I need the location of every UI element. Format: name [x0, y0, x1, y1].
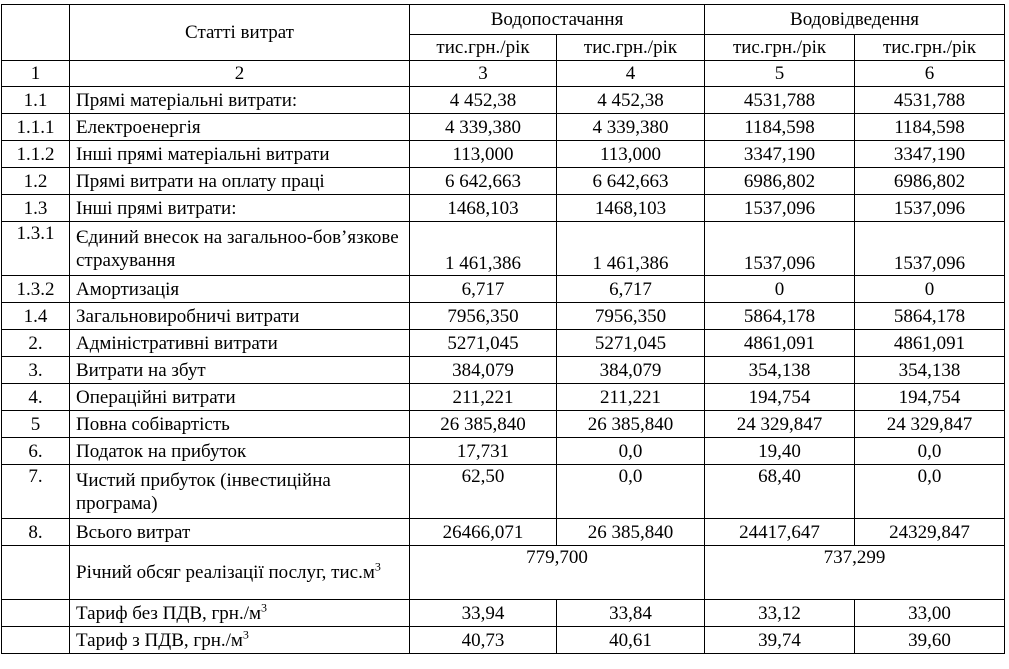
row-name: Єдиний внесок на загальноо-бов’язкове страхування — [70, 222, 410, 276]
value-water-supply-4: 40,61 — [557, 627, 705, 654]
value-water-supply-3: 4 452,38 — [410, 87, 557, 114]
row-number: 1.1.1 — [2, 114, 70, 141]
unit-superscript: 3 — [374, 559, 381, 574]
column-index-2: 2 — [70, 61, 410, 87]
table-row-tariff-no-vat — [2, 600, 1005, 627]
row-number: 1.3.2 — [2, 276, 70, 303]
column-index-4: 4 — [557, 61, 705, 87]
column-index-6: 6 — [855, 61, 1005, 87]
value-water-disposal-5: 6986,802 — [705, 168, 855, 195]
value-water-supply-4: 7956,350 — [557, 303, 705, 330]
row-name — [70, 627, 410, 654]
row-name: Операційні витрати — [70, 384, 410, 411]
table-row — [2, 222, 1005, 276]
row-number: 1.3.1 — [2, 222, 70, 276]
cost-table — [1, 4, 1005, 654]
value-water-supply-4: 113,000 — [557, 141, 705, 168]
value-water-disposal-6: 4861,091 — [855, 330, 1005, 357]
value-water-disposal-5: 4531,788 — [705, 87, 855, 114]
value-water-supply-3: 384,079 — [410, 357, 557, 384]
value-water-supply-3: 1468,103 — [410, 195, 557, 222]
row-number: 8. — [2, 519, 70, 546]
value-water-disposal-5: 1537,096 — [705, 195, 855, 222]
header-articles: Статті витрат — [70, 5, 410, 61]
row-name: Чистий прибуток (інвестиційна програма) — [70, 465, 410, 519]
row-number-empty — [2, 627, 70, 654]
column-index-1: 1 — [2, 61, 70, 87]
unit-superscript: 3 — [261, 600, 267, 615]
table-row — [2, 384, 1005, 411]
row-number-empty — [2, 600, 70, 627]
value-water-supply-4: 4 452,38 — [557, 87, 705, 114]
value-water-disposal-5: 4861,091 — [705, 330, 855, 357]
table-row — [2, 357, 1005, 384]
value-water-disposal-6: 354,138 — [855, 357, 1005, 384]
header-unit-6: тис.грн./рік — [855, 35, 1005, 61]
row-name: Адміністративні витрати — [70, 330, 410, 357]
row-number: 4. — [2, 384, 70, 411]
tariff-no-vat-label: Тариф без ПДВ, грн./м — [76, 602, 261, 624]
table-row — [2, 114, 1005, 141]
header-unit-3: тис.грн./рік — [410, 35, 557, 61]
row-name: Всього витрат — [70, 519, 410, 546]
value-water-supply-3: 211,221 — [410, 384, 557, 411]
value-water-disposal-6: 5864,178 — [855, 303, 1005, 330]
value-water-supply-3: 17,731 — [410, 438, 557, 465]
value-water-disposal-6: 1184,598 — [855, 114, 1005, 141]
row-name: Інші прямі витрати: — [70, 195, 410, 222]
value-water-disposal-6: 24 329,847 — [855, 411, 1005, 438]
value-water-disposal-5: 5864,178 — [705, 303, 855, 330]
header-water-disposal: Водовідведення — [705, 5, 1005, 35]
header-empty-cell — [2, 5, 70, 61]
row-name: Прямі витрати на оплату праці — [70, 168, 410, 195]
row-name: Повна собівартість — [70, 411, 410, 438]
value-water-disposal-5: 1184,598 — [705, 114, 855, 141]
value-water-supply-4: 0,0 — [557, 438, 705, 465]
value-water-disposal-6: 33,00 — [855, 600, 1005, 627]
value-water-disposal-5: 24 329,847 — [705, 411, 855, 438]
value-water-supply-4: 1468,103 — [557, 195, 705, 222]
table-row — [2, 411, 1005, 438]
value-water-disposal-6: 6986,802 — [855, 168, 1005, 195]
value-water-disposal-6: 39,60 — [855, 627, 1005, 654]
row-number: 7. — [2, 465, 70, 519]
volume-label: Річний обсяг реалізації послуг, тис.м — [76, 562, 375, 583]
table-row-tariff-vat — [2, 627, 1005, 654]
table-row — [2, 465, 1005, 519]
value-water-disposal-6: 3347,190 — [855, 141, 1005, 168]
row-number: 1.1.2 — [2, 141, 70, 168]
value-water-supply-3: 5271,045 — [410, 330, 557, 357]
row-name: Витрати на збут — [70, 357, 410, 384]
value-water-supply-4: 1 461,386 — [557, 222, 705, 276]
table-row — [2, 168, 1005, 195]
table-row — [2, 519, 1005, 546]
row-number-empty — [2, 546, 70, 600]
row-number: 3. — [2, 357, 70, 384]
row-number: 1.4 — [2, 303, 70, 330]
table-row — [2, 276, 1005, 303]
value-water-disposal-6: 0,0 — [855, 438, 1005, 465]
value-water-disposal-5: 24417,647 — [705, 519, 855, 546]
table-row — [2, 87, 1005, 114]
value-water-supply-4: 211,221 — [557, 384, 705, 411]
table-row — [2, 303, 1005, 330]
value-water-supply-3: 6,717 — [410, 276, 557, 303]
value-water-disposal-6: 194,754 — [855, 384, 1005, 411]
value-water-disposal-6: 0 — [855, 276, 1005, 303]
tariff-vat-label: Тариф з ПДВ, грн./м — [76, 629, 243, 651]
row-number: 6. — [2, 438, 70, 465]
value-water-supply-3: 40,73 — [410, 627, 557, 654]
table-row — [2, 141, 1005, 168]
value-water-supply-4: 0,0 — [557, 465, 705, 519]
value-water-supply-3: 113,000 — [410, 141, 557, 168]
row-name: Загальновиробничі витрати — [70, 303, 410, 330]
value-water-disposal-5: 33,12 — [705, 600, 855, 627]
value-water-supply-4: 6,717 — [557, 276, 705, 303]
value-water-supply-4: 5271,045 — [557, 330, 705, 357]
column-index-5: 5 — [705, 61, 855, 87]
value-water-disposal-5: 68,40 — [705, 465, 855, 519]
value-water-disposal-6: 1537,096 — [855, 195, 1005, 222]
row-name: Прямі матеріальні витрати: — [70, 87, 410, 114]
value-water-supply-4: 384,079 — [557, 357, 705, 384]
value-water-supply-4: 4 339,380 — [557, 114, 705, 141]
value-water-supply-4: 26 385,840 — [557, 411, 705, 438]
value-water-disposal-6: 4531,788 — [855, 87, 1005, 114]
value-water-disposal-5: 0 — [705, 276, 855, 303]
row-name: Інші прямі матеріальні витрати — [70, 141, 410, 168]
table-row-volume — [2, 546, 1005, 600]
volume-water-disposal: 737,299 — [705, 546, 1005, 600]
row-number: 1.3 — [2, 195, 70, 222]
value-water-supply-4: 26 385,840 — [557, 519, 705, 546]
row-number: 1.1 — [2, 87, 70, 114]
value-water-disposal-5: 19,40 — [705, 438, 855, 465]
volume-water-supply: 779,700 — [410, 546, 705, 600]
value-water-disposal-5: 354,138 — [705, 357, 855, 384]
unit-superscript: 3 — [242, 627, 249, 642]
header-water-supply: Водопостачання — [410, 5, 705, 35]
table-row — [2, 330, 1005, 357]
value-water-disposal-5: 1537,096 — [705, 222, 855, 276]
value-water-supply-4: 6 642,663 — [557, 168, 705, 195]
header-unit-5: тис.грн./рік — [705, 35, 855, 61]
value-water-supply-3: 62,50 — [410, 465, 557, 519]
row-name — [70, 600, 410, 627]
value-water-supply-3: 7956,350 — [410, 303, 557, 330]
value-water-supply-3: 33,94 — [410, 600, 557, 627]
table-row — [2, 438, 1005, 465]
value-water-supply-3: 1 461,386 — [410, 222, 557, 276]
row-name: Амортизація — [70, 276, 410, 303]
value-water-supply-3: 26 385,840 — [410, 411, 557, 438]
value-water-disposal-5: 3347,190 — [705, 141, 855, 168]
value-water-supply-3: 4 339,380 — [410, 114, 557, 141]
value-water-disposal-6: 0,0 — [855, 465, 1005, 519]
header-unit-4: тис.грн./рік — [557, 35, 705, 61]
row-name — [70, 546, 410, 600]
row-name: Податок на прибуток — [70, 438, 410, 465]
value-water-disposal-6: 24329,847 — [855, 519, 1005, 546]
row-number: 5 — [2, 411, 70, 438]
value-water-disposal-5: 39,74 — [705, 627, 855, 654]
value-water-supply-4: 33,84 — [557, 600, 705, 627]
value-water-supply-3: 26466,071 — [410, 519, 557, 546]
column-index-3: 3 — [410, 61, 557, 87]
row-name: Електроенергія — [70, 114, 410, 141]
table-row — [2, 195, 1005, 222]
row-number: 2. — [2, 330, 70, 357]
value-water-disposal-5: 194,754 — [705, 384, 855, 411]
row-number: 1.2 — [2, 168, 70, 195]
value-water-supply-3: 6 642,663 — [410, 168, 557, 195]
value-water-disposal-6: 1537,096 — [855, 222, 1005, 276]
